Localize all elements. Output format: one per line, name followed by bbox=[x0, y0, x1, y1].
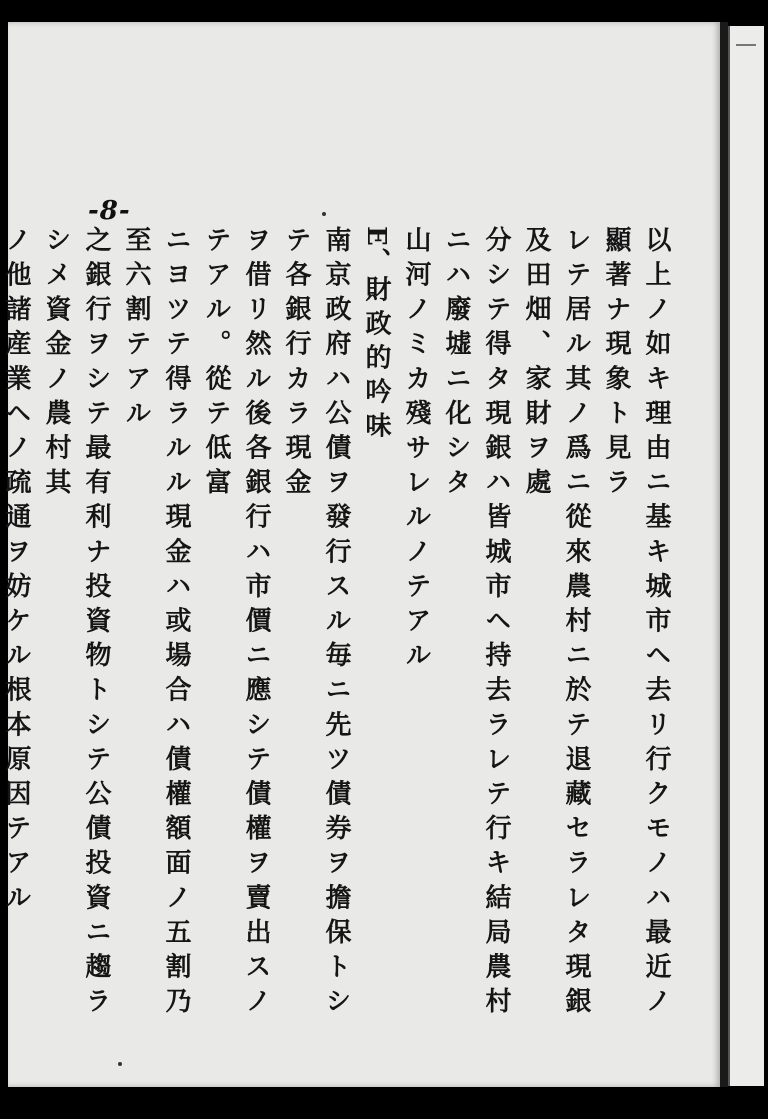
text-line: 南京政府ハ公債ヲ發行スル毎ニ先ツ債券ヲ擔保トシテ各銀行カラ現金 bbox=[281, 226, 351, 1022]
adjacent-page-edge bbox=[728, 26, 764, 1086]
page-number: -8- bbox=[88, 196, 131, 226]
vertical-text-block bbox=[1, 226, 676, 1046]
text-line: ニヨツテ得ラルル現金ハ或場合ハ債權額面ノ五割乃至六割テアル bbox=[121, 226, 191, 1022]
ink-speck bbox=[322, 212, 326, 216]
text-line: 山河ノミカ殘サレルノテアル bbox=[401, 226, 431, 676]
text-line: 以上ノ如キ理由ニ基キ城市ヘ去リ行クモノハ最近ノ顯著ナ現象ト見ラ bbox=[601, 226, 671, 1022]
text-line: レテ居ル其ノ爲ニ從來農村ニ於テ退藏セラレタ現銀及田畑、家財ヲ處 bbox=[521, 226, 591, 1022]
section-heading bbox=[356, 226, 396, 1046]
text-line: 分シテ得タ現銀ハ皆城市ヘ持去ラレテ行キ結局農村ニハ廢墟ニ化シタ bbox=[441, 226, 511, 1022]
ink-speck bbox=[118, 1062, 122, 1066]
text-line: ノ他諸産業ヘノ疏通ヲ妨ケル根本原因テアル bbox=[1, 226, 31, 918]
text-line: 之銀行ヲシテ最有利ナ投資物トシテ公債投資ニ趨ラシメ資金ノ農村其 bbox=[41, 226, 111, 1022]
section-marker: E、 bbox=[361, 226, 391, 276]
text-line: ヲ借リ然ル後各銀行ハ市價ニ應シテ債權ヲ賣出スノテアル。從テ低富 bbox=[201, 226, 271, 1022]
section-heading-text: 財政的吟味 bbox=[361, 275, 391, 446]
